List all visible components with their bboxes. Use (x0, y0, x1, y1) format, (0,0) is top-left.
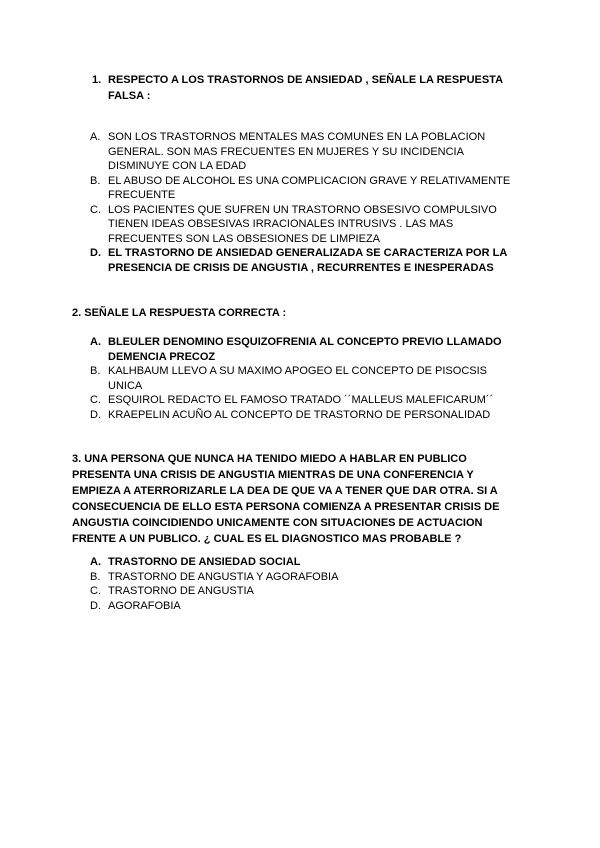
question-1-options (90, 130, 520, 275)
option-text: KALHBAUM LLEVO A SU MAXIMO APOGEO EL CONCEPTO DE PISOCSIS UNICA (108, 365, 488, 392)
option-letter: A. (90, 131, 101, 143)
option-text: EL ABUSO DE ALCOHOL ES UNA COMPLICACION GRAVE Y RELATIVAMENTE FRECUENTE (108, 174, 511, 201)
q2-option-a-answer (90, 335, 520, 364)
q1-option-a (90, 130, 520, 174)
q2-option-b (90, 364, 520, 393)
question-3-options (90, 555, 520, 613)
question-1-text: RESPECTO A LOS TRASTORNOS DE ANSIEDAD , SEÑALE LA RESPUESTA FALSA : (108, 74, 503, 102)
option-letter: C. (90, 394, 101, 406)
option-text: EL TRASTORNO DE ANSIEDAD GENERALIZADA SE CARACTERIZA POR LA PRESENCIA DE CRISIS DE ANGUSTIA , RECURRENTES E INESPERADAS (108, 247, 507, 274)
q1-option-d-answer (90, 246, 520, 275)
option-text: ESQUIROL REDACTO EL FAMOSO TRATADO ´´MALLEUS MALEFICARUM´´ (108, 394, 494, 406)
question-1-heading (92, 72, 522, 104)
option-letter: C. (90, 585, 101, 597)
option-text: LOS PACIENTES QUE SUFREN UN TRASTORNO OBSESIVO COMPULSIVO TIENEN IDEAS OBSESIVAS IRRACIONALES INTRUSIVS . LAS MAS FRECUENTES SON LAS OBSESIONES DE LIMPIEZA (108, 203, 497, 245)
option-text: SON LOS TRASTORNOS MENTALES MAS COMUNES EN LA POBLACION GENERAL. SON MAS FRECUENTES EN MUJERES Y SU INCIDENCIA DISMINUYE CON LA EDAD (108, 131, 486, 172)
q2-option-c (90, 393, 520, 408)
option-letter: B. (90, 174, 101, 187)
q1-option-b (90, 174, 520, 203)
option-text: TRASTORNO DE ANGUSTIA Y AGORAFOBIA (108, 570, 339, 583)
option-text: TRASTORNO DE ANGUSTIA (108, 585, 254, 597)
question-2-options (90, 335, 520, 422)
q3-option-c (90, 584, 520, 599)
option-text: AGORAFOBIA (108, 599, 181, 612)
q2-option-d (90, 408, 520, 423)
question-1-number: 1. (92, 74, 102, 86)
option-letter: B. (90, 570, 101, 583)
q3-option-a-answer (90, 555, 520, 570)
option-letter: C. (90, 203, 101, 216)
option-text: KRAEPELIN ACUÑO AL CONCEPTO DE TRASTORNO DE PERSONALIDAD (108, 408, 491, 421)
option-letter: D. (90, 247, 101, 259)
q3-option-b (90, 570, 520, 585)
option-letter: D. (90, 408, 101, 421)
question-2-heading: 2. SEÑALE LA RESPUESTA CORRECTA : (72, 307, 287, 319)
question-3-heading: 3. UNA PERSONA QUE NUNCA HA TENIDO MIEDO A HABLAR EN PUBLICO PRESENTA UNA CRISIS DE ANGUSTIA MIENTRAS DE UNA CONFERENCIA Y EMPIEZA A ATERRORIZARLE LA DEA DE QUE VA A TENER QUE DAR OTRA. SI A CONSECUENCIA DE ELLO ESTA PERSONA COMIENZA A PRESENTAR CRISIS DE ANGUSTIA COINCIDIENDO UNICAMENTE CON SITUACIONES DE ACTUACION FRENTE A UN PUBLICO. ¿ CUAL ES EL DIAGNOSTICO MAS PROBABLE ? (72, 453, 500, 545)
option-text: TRASTORNO DE ANSIEDAD SOCIAL (108, 556, 301, 568)
option-letter: B. (90, 365, 101, 377)
option-letter: D. (90, 599, 101, 612)
q3-option-d (90, 599, 520, 614)
q1-option-c (90, 203, 520, 247)
option-letter: A. (90, 336, 101, 348)
option-text: BLEULER DENOMINO ESQUIZOFRENIA AL CONCEPTO PREVIO LLAMADO DEMENCIA PRECOZ (108, 336, 502, 363)
option-letter: A. (90, 556, 101, 568)
